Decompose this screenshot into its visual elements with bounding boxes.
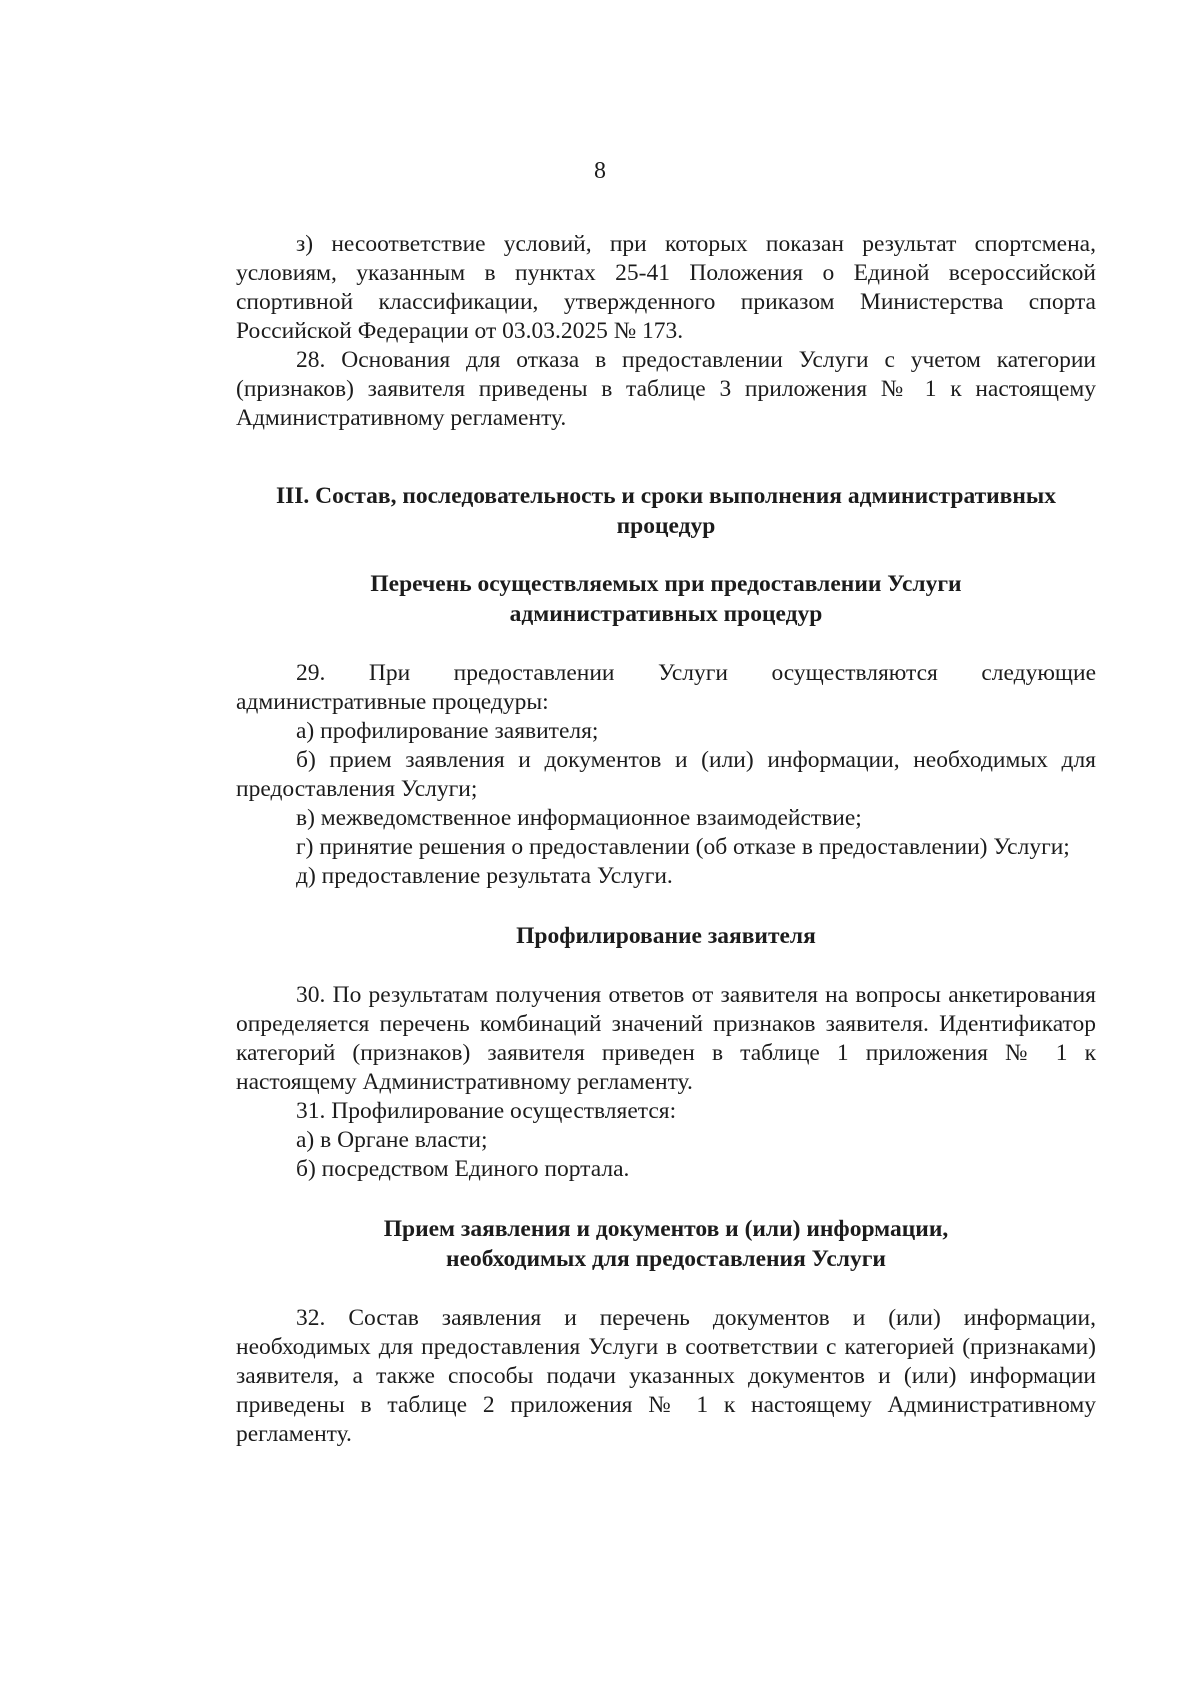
list-item-b: б) посредством Единого портала.: [296, 1156, 630, 1182]
list-item-v: в) межведомственное информационное взаимодействие;: [296, 805, 862, 831]
list-item-a: а) профилирование заявителя;: [296, 718, 599, 744]
subsection-heading-reception-line-1: Прием заявления и документов и (или) информации,: [383, 1216, 949, 1242]
page-number: 8: [594, 158, 606, 184]
paragraph-item-z: з) несоответствие условий, при которых показан результат спортсмена, условиям, указанным в пунктах 25-41 Положения о Единой всероссийской спортивной классификации, утвержденного приказом Министерства спорта Российской Федерации от 03.03.2025 № 173.: [236, 231, 1096, 344]
section-heading-line-2: процедур: [616, 513, 716, 539]
paragraph-32: 32. Состав заявления и перечень документов и (или) информации, необходимых для предоставления Услуги в соответствии с категорией (признаками) заявителя, а также способы подачи указанных документов и (или) информации приведены в таблице 2 приложения № 1 к настоящему Административному регламенту.: [236, 1305, 1096, 1447]
list-item-a: а) в Органе власти;: [296, 1127, 488, 1153]
section-heading: [236, 481, 1096, 541]
subsection-heading-procedures-line-1: Перечень осуществляемых при предоставлении Услуги: [370, 571, 962, 597]
section-heading-line-1: III. Состав, последовательность и сроки выполнения административных: [275, 483, 1057, 509]
subsection-heading-procedures-line-2: административных процедур: [509, 601, 823, 627]
paragraph-28: 28. Основания для отказа в предоставлении Услуги с учетом категории (признаков) заявителя приведены в таблице 3 приложения № 1 к настоящему Административному регламенту.: [236, 347, 1096, 431]
paragraph-30: 30. По результатам получения ответов от заявителя на вопросы анкетирования определяется перечень комбинаций значений признаков заявителя. Идентификатор категорий (признаков) заявителя приведен в таблице 1 приложения № 1 к настоящему Административному регламенту.: [236, 982, 1096, 1095]
list-item-g: г) принятие решения о предоставлении (об отказе в предоставлении) Услуги;: [296, 834, 1070, 860]
list-item-d: д) предоставление результата Услуги.: [296, 863, 673, 889]
paragraph-31: 31. Профилирование осуществляется:: [296, 1098, 677, 1124]
subsection-heading-reception-line-2: необходимых для предоставления Услуги: [446, 1246, 886, 1272]
list-item-b: б) прием заявления и документов и (или) информации, необходимых для предоставления Услуги;: [236, 747, 1096, 802]
paragraph-29: 29. При предоставлении Услуги осуществляются следующие административные процедуры:: [236, 660, 1096, 715]
subsection-heading-procedures: [236, 569, 1096, 629]
subsection-heading-profiling: Профилирование заявителя: [516, 923, 816, 949]
subsection-heading-reception: [236, 1214, 1096, 1274]
document-body: [236, 230, 1096, 1449]
